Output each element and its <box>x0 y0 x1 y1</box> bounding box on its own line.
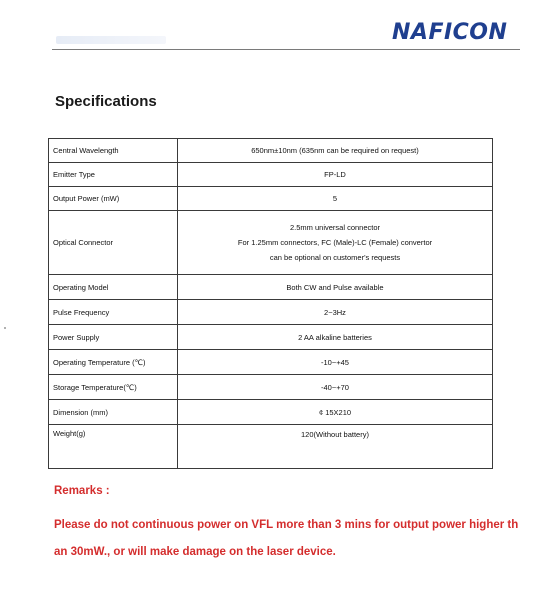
spec-value-line: 5 <box>332 194 338 203</box>
page-title: Specifications <box>55 93 157 110</box>
spec-value <box>178 350 493 375</box>
spec-key: Optical Connector <box>49 211 178 275</box>
spec-key: Pulse Frequency <box>49 300 178 325</box>
spec-row <box>49 300 493 325</box>
spec-row <box>49 425 493 469</box>
spec-row <box>49 325 493 350</box>
header-divider <box>52 49 520 50</box>
spec-row <box>49 211 493 275</box>
spec-key: Dimension (mm) <box>49 400 178 425</box>
spec-value <box>178 211 493 275</box>
spec-row <box>49 400 493 425</box>
spec-key: Emitter Type <box>49 163 178 187</box>
spec-value-line: ¢ 15X210 <box>318 407 352 417</box>
spec-key: Power Supply <box>49 325 178 350</box>
spec-value-line: 2 AA alkaline batteries <box>298 332 372 342</box>
spec-row <box>49 163 493 187</box>
spec-table <box>48 138 493 469</box>
spec-value-line: 650nm±10nm (635nm can be required on request) <box>251 146 419 155</box>
spec-value <box>178 163 493 187</box>
spec-value-line: 2.5mm universal connector <box>289 223 381 232</box>
spec-key: Storage Temperature(℃) <box>49 375 178 400</box>
spec-value <box>178 300 493 325</box>
spec-value-line: 2~3Hz <box>324 307 346 317</box>
scan-speck <box>4 327 6 329</box>
header-faint-mark <box>56 36 166 44</box>
remarks-title: Remarks : <box>54 485 110 497</box>
spec-value <box>178 325 493 350</box>
spec-value-line: -40~+70 <box>321 382 349 392</box>
spec-key: Operating Temperature (℃) <box>49 350 178 375</box>
spec-value-line: For 1.25mm connectors, FC (Male)-LC (Female) convertor <box>237 238 433 247</box>
spec-key: Weight(g) <box>49 425 178 469</box>
brand-logo: NAFICON <box>392 20 508 45</box>
spec-key: Central Wavelength <box>49 139 178 163</box>
spec-value-line: can be optional on customer's requests <box>269 253 401 262</box>
spec-key: Operating Model <box>49 275 178 300</box>
spec-value-line: -10~+45 <box>321 357 349 367</box>
spec-row <box>49 187 493 211</box>
spec-value <box>178 187 493 211</box>
spec-row <box>49 375 493 400</box>
spec-value <box>178 375 493 400</box>
spec-value <box>178 425 493 469</box>
remarks-text: Please do not continuous power on VFL more than 3 mins for output power higher than 30mW., or will make damage on the laser device. <box>54 519 519 558</box>
spec-value-line: Both CW and Pulse available <box>286 282 384 292</box>
spec-value-line: 120(Without battery) <box>301 430 369 439</box>
spec-row <box>49 139 493 163</box>
spec-value <box>178 139 493 163</box>
spec-row <box>49 350 493 375</box>
spec-row <box>49 275 493 300</box>
spec-key: Output Power (mW) <box>49 187 178 211</box>
spec-value <box>178 275 493 300</box>
spec-value <box>178 400 493 425</box>
spec-value-line: FP-LD <box>324 170 346 179</box>
